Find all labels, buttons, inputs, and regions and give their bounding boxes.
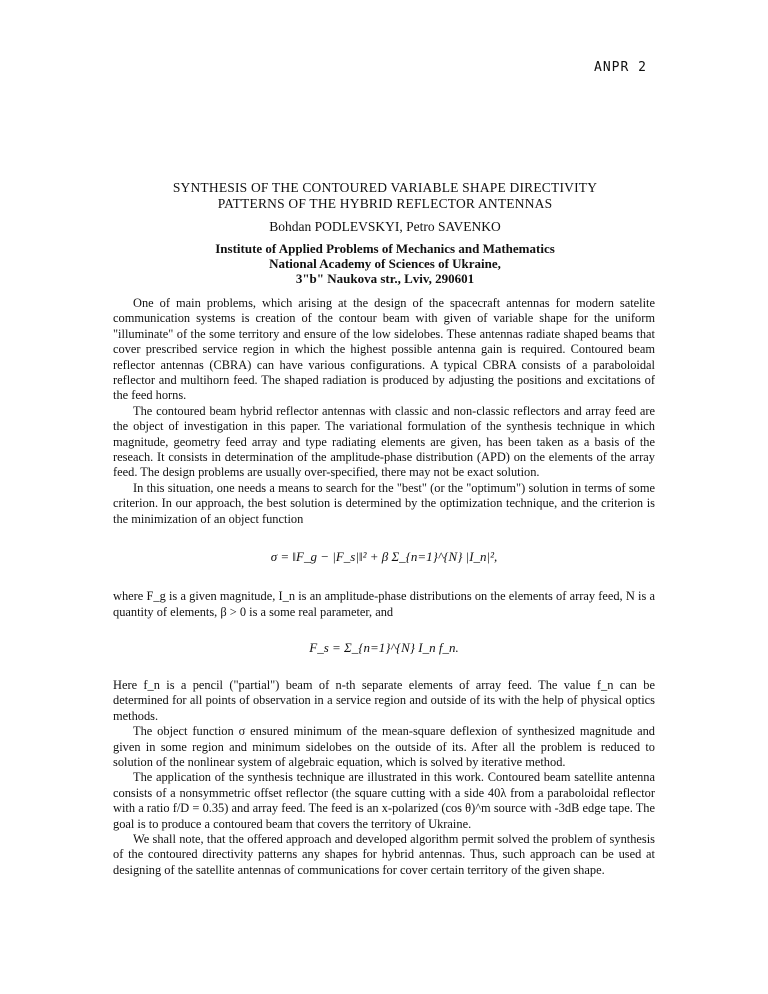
affiliation-line-3: 3"b" Naukova str., Lviv, 290601 [295, 271, 475, 286]
authors: Bohdan PODLEVSKYI, Petro SAVENKO [269, 219, 501, 234]
paragraph: In this situation, one needs a means to search for the "best" (or the "optimum") solution in terms of some criterion. In our approach, the best solution is determined by the optimization technique, and the criterion is the minimization of an object function [113, 480, 655, 526]
equation-field-sum [113, 620, 655, 678]
equation-text: F_s = Σ_{n=1}^{N} I_n f_n. [309, 639, 459, 655]
paragraph: One of main problems, which arising at the design of the spacecraft antennas for modern satelite communication systems is creation of the contour beam with given of variable shape for the uniform "illuminate" of the some territory and ensure of the low sidelobes. These antennas radiate shaped beams that cover prescribed service region in which the highest possible antenna gain is required. Contoured beam reflector antennas (CBRA) can have various configurations. A typical CBRA consists of a paraboloidal reflector and multihorn feed. The shaped radiation is produced by adjusting the positions and excitations of the feed horns. [113, 296, 655, 403]
paragraph: where F_g is a given magnitude, I_n is an amplitude-phase distributions on the elements of array feed, N is a quantity of elements, β > 0 is a some real parameter, and [113, 589, 655, 619]
equation-text: σ = ‖F_g − |F_s|‖² + β Σ_{n=1}^{N} |I_n|², [270, 549, 498, 565]
paper-title [110, 180, 660, 212]
header-code: ANPR 2 [594, 60, 647, 75]
affiliation-line-1: Institute of Applied Problems of Mechanics and Mathematics [215, 241, 555, 256]
title-line-1: SYNTHESIS OF THE CONTOURED VARIABLE SHAPE DIRECTIVITY [172, 180, 598, 195]
affiliation-line-2: National Academy of Sciences of Ukraine, [269, 256, 501, 271]
paragraph: The contoured beam hybrid reflector antennas with classic and non-classic reflectors and array feed are the object of investigation in this paper. The variational formulation of the synthesis technique in which magnitude, geometry feed array and type radiating elements are given, has been taken as a basis of the reseach. It consists in determination of the amplitude-phase distribution (APD) on the elements of the array feed. The design problems are usually over-specified, there may not be exact solution. [113, 403, 655, 480]
paper-header [110, 180, 660, 286]
affiliation [110, 241, 660, 286]
paper-body [113, 296, 655, 878]
paragraph: The object function σ ensured minimum of the mean-square deflexion of synthesized magnitude and given in some region and minimum sidelobes on the outside of its. After all the problem is reduced to solution of the nonlinear system of algebraic equation, which is solved by iterative method. [113, 724, 655, 769]
paragraph: We shall note, that the offered approach and developed algorithm permit solved the problem of synthesis of the contoured directivity patterns any shapes for hybrid antennas. Thus, such approach can be used at designing of the satellite antennas of communications for cover certain territory of the given shape. [113, 831, 655, 877]
equation-objective [113, 527, 655, 589]
paragraph: Here f_n is a pencil ("partial") beam of n-th separate elements of array feed. The value f_n can be determined for all points of observation in a service region and outside of its with the help of physical optics methods. [113, 677, 655, 723]
paragraph: The application of the synthesis technique are illustrated in this work. Contoured beam satellite antenna consists of a nonsymmetric offset reflector (the square cutting with a side 40λ from a paraboloidal reflector with a ratio f/D = 0.35) and array feed. The feed is an x-polarized (cos θ)^m source with -3dB edge tape. The goal is to produce a contoured beam that covers the territory of Ukraine. [113, 770, 655, 831]
title-line-2: PATTERNS OF THE HYBRID REFLECTOR ANTENNAS [217, 196, 553, 211]
